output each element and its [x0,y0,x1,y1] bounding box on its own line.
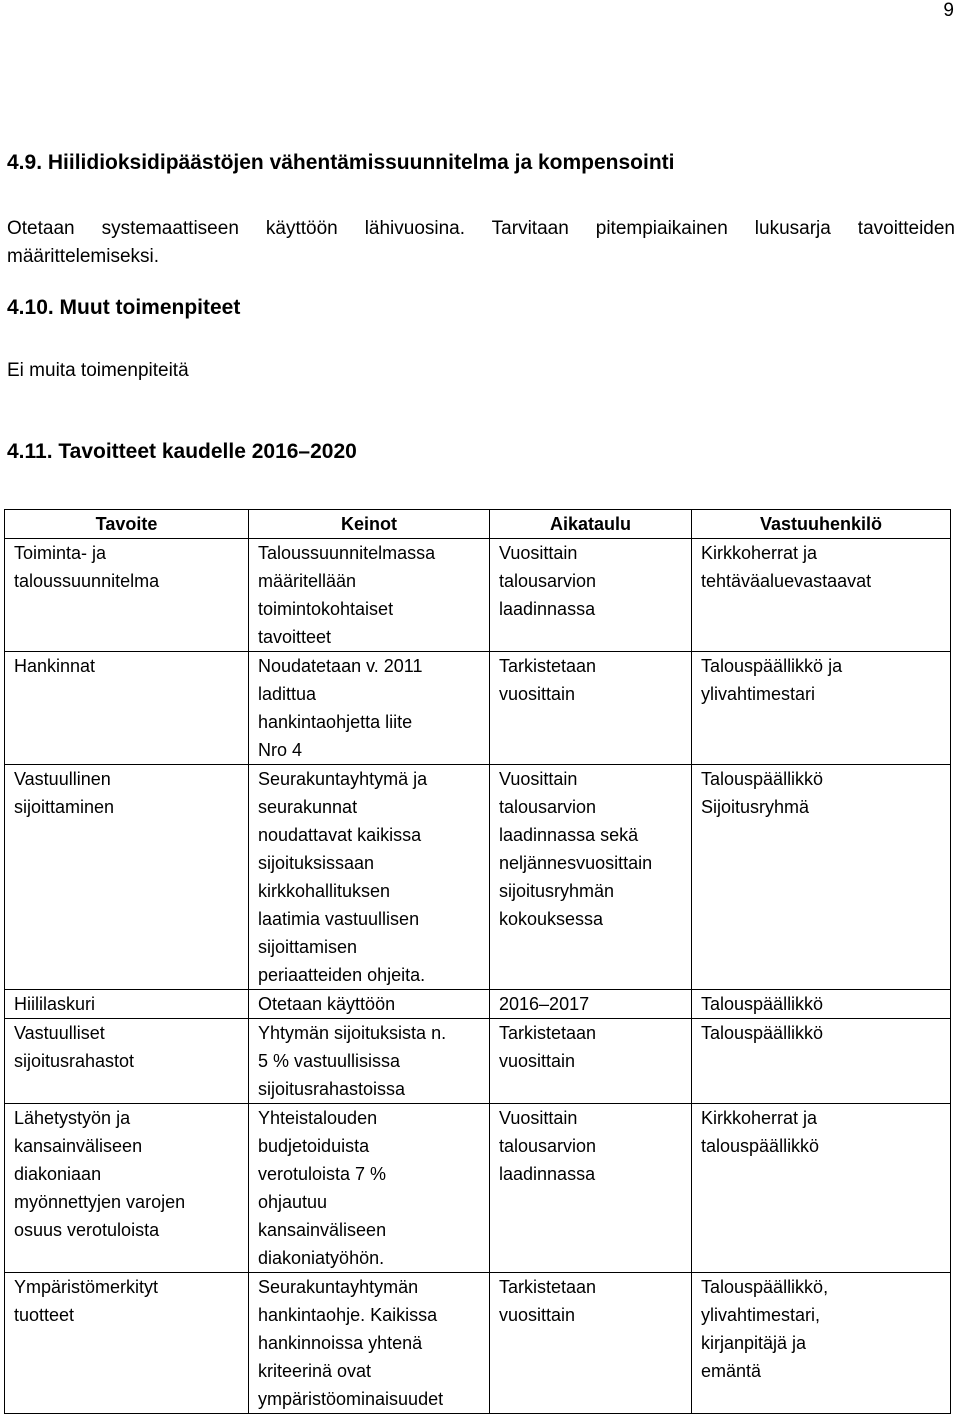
cell-means: Yhteistalouden budjetoiduista verotuloista 7 % ohjautuu kansainväliseen diakoniatyöhön. [249,1104,490,1273]
cell-schedule: Tarkistetaan vuosittain [490,652,692,765]
section-paragraph-4-9: Otetaan systemaattiseen käyttöön lähivuosina. Tarvitaan pitempiaikainen lukusarja tavoitteiden määrittelemiseksi. [7,218,955,267]
cell-goal: Ympäristömerkityt tuotteet [5,1273,249,1414]
page-number: 9 [943,0,954,21]
section-paragraph-4-10: Ei muita toimenpiteitä [7,360,189,381]
cell-responsible: Talouspäällikkö Sijoitusryhmä [692,765,951,990]
cell-schedule: Vuosittain talousarvion laadinnassa [490,1104,692,1273]
section-heading-4-11: 4.11. Tavoitteet kaudelle 2016–2020 [7,440,357,463]
cell-goal: Vastuullinen sijoittaminen [5,765,249,990]
cell-schedule: Tarkistetaan vuosittain [490,1273,692,1414]
cell-responsible: Talouspäällikkö [692,990,951,1019]
table-row [5,1104,951,1273]
column-header-goal: Tavoite [5,510,249,539]
cell-means: Seurakuntayhtymä ja seurakunnat noudattavat kaikissa sijoituksissaan kirkkohallituksen laatimia vastuullisen sijoittamisen periaatteiden ohjeita. [249,765,490,990]
goals-table [4,509,951,1414]
cell-responsible: Talouspäällikkö, ylivahtimestari, kirjanpitäjä ja emäntä [692,1273,951,1414]
cell-means: Otetaan käyttöön [249,990,490,1019]
table-row [5,652,951,765]
column-header-schedule: Aikataulu [490,510,692,539]
cell-goal: Lähetystyön ja kansainväliseen diakoniaan myönnettyjen varojen osuus verotuloista [5,1104,249,1273]
cell-schedule: Tarkistetaan vuosittain [490,1019,692,1104]
cell-responsible: Talouspäällikkö ja ylivahtimestari [692,652,951,765]
cell-goal: Hankinnat [5,652,249,765]
column-header-means: Keinot [249,510,490,539]
table-row [5,765,951,990]
column-header-responsible: Vastuuhenkilö [692,510,951,539]
cell-schedule: Vuosittain talousarvion laadinnassa [490,539,692,652]
cell-goal: Toiminta- ja taloussuunnitelma [5,539,249,652]
cell-means: Taloussuunnitelmassa määritellään toimintokohtaiset tavoitteet [249,539,490,652]
cell-means: Yhtymän sijoituksista n. 5 % vastuullisissa sijoitusrahastoissa [249,1019,490,1104]
cell-means: Noudatetaan v. 2011 ladittua hankintaohjetta liite Nro 4 [249,652,490,765]
table-row [5,1273,951,1414]
cell-schedule: 2016–2017 [490,990,692,1019]
cell-means: Seurakuntayhtymän hankintaohje. Kaikissa hankinnoissa yhtenä kriteerinä ovat ympäristöominaisuudet [249,1273,490,1414]
table-row [5,539,951,652]
table-row [5,990,951,1019]
cell-goal: Hiililaskuri [5,990,249,1019]
table-row [5,1019,951,1104]
section-heading-4-10: 4.10. Muut toimenpiteet [7,296,241,319]
cell-responsible: Kirkkoherrat ja tehtäväaluevastaavat [692,539,951,652]
cell-goal: Vastuulliset sijoitusrahastot [5,1019,249,1104]
cell-schedule: Vuosittain talousarvion laadinnassa sekä neljännesvuosittain sijoitusryhmän kokouksessa [490,765,692,990]
table-header-row [5,510,951,539]
cell-responsible: Talouspäällikkö [692,1019,951,1104]
section-heading-4-9: 4.9. Hiilidioksidipäästöjen vähentämissuunnitelma ja kompensointi [7,151,675,174]
cell-responsible: Kirkkoherrat ja talouspäällikkö [692,1104,951,1273]
